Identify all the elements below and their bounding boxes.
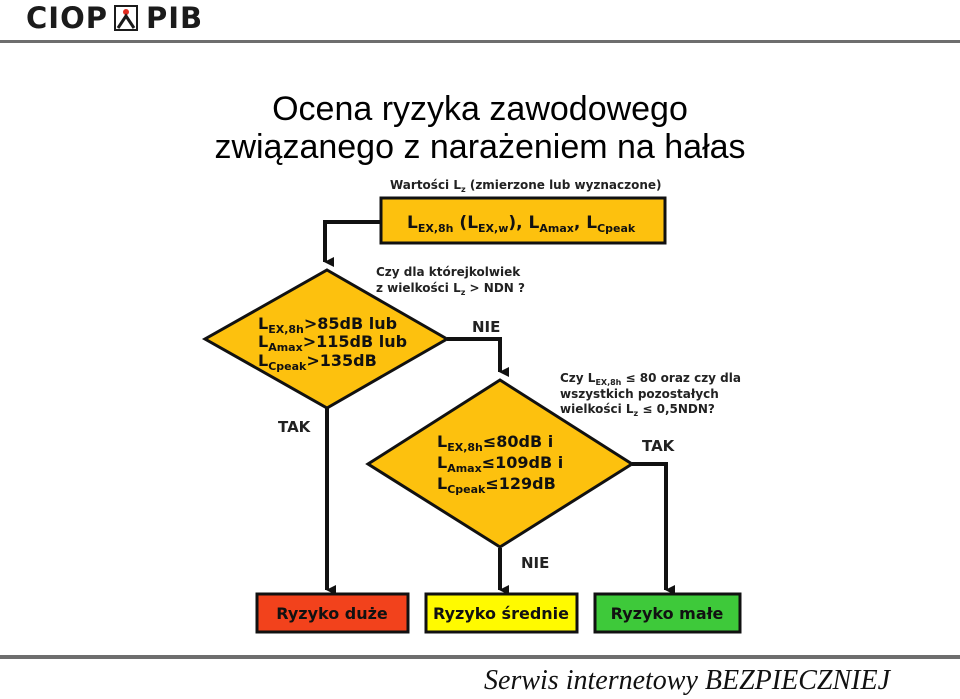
footer-site-name: Serwis internetowy BEZPIECZNIEJ [484, 665, 890, 696]
top-box-term-3: , L [573, 213, 598, 233]
question-1: Czy dla którejkolwiek z wielkości $L_z$ > NDN ? [376, 265, 525, 297]
diamond-2-line-2: L [437, 474, 448, 493]
footer-divider [0, 655, 960, 659]
label-nie-2: NIE [521, 554, 550, 572]
label-nie-1: NIE [472, 318, 501, 336]
diamond-2-sub-1: Amax [447, 462, 482, 475]
diamond-1-line-2: L [258, 351, 269, 370]
diamond-2-value-0: ≤80dB i [482, 432, 554, 451]
diamond-1-line-1: L [258, 332, 269, 351]
diamond-1-sub-2: Cpeak [268, 360, 307, 373]
label-tak-2: TAK [642, 437, 675, 455]
outcome-low-risk-label: Ryzyko małe [610, 604, 724, 623]
diamond-2-value-1: ≤109dB i [481, 453, 564, 472]
diamond-1-sub-0: EX,8h [268, 323, 304, 336]
top-box-term-1: (L [453, 213, 479, 233]
diamond-2-line-1: L [437, 453, 448, 472]
top-box-sub-3: Cpeak [597, 222, 636, 235]
top-box-sub-2: Amax [539, 222, 574, 235]
top-box-term-2: ), L [508, 213, 540, 233]
logo-right-text: PIB [145, 1, 204, 35]
top-box-term-0: L [407, 213, 418, 233]
diamond-1-line-0: L [258, 314, 269, 333]
label-tak-1: TAK [278, 418, 311, 436]
outcome-high-risk-label: Ryzyko duże [276, 604, 388, 623]
connector-top-to-diamond1 [325, 222, 381, 262]
diamond-2-line-0: L [437, 432, 448, 451]
diamond-1-value-1: >115dB lub [302, 332, 408, 351]
diamond-1-value-2: >135dB [306, 351, 377, 370]
diamond-2-sub-2: Cpeak [447, 483, 486, 496]
top-box-sub-1: EX,w [478, 222, 509, 235]
logo-left-text: CIOP [26, 1, 108, 35]
outcome-medium-risk-label: Ryzyko średnie [433, 604, 569, 623]
title-line-1: Ocena ryzyka zawodowego [272, 90, 688, 128]
top-caption: Wartości $L_z$ (zmierzone lub wyznaczone) [390, 178, 662, 194]
diamond-1-value-0: >85dB lub [303, 314, 398, 333]
top-box-sub-0: EX,8h [417, 222, 454, 235]
connector-nie-branch [447, 339, 500, 372]
question-2: Czy $L_{EX,8h} \le 80$ oraz czy dla wszystkich pozostałych wielkości $L_z \le 0,5NDN$? [560, 371, 741, 418]
diamond-2-sub-0: EX,8h [447, 441, 483, 454]
diamond-2-value-2: ≤129dB [485, 474, 556, 493]
connector-tak2-to-low [632, 464, 666, 590]
diamond-1-sub-1: Amax [268, 341, 303, 354]
diamond-2-text [437, 432, 563, 496]
title-line-2: związanego z narażeniem na hałas [214, 128, 746, 166]
